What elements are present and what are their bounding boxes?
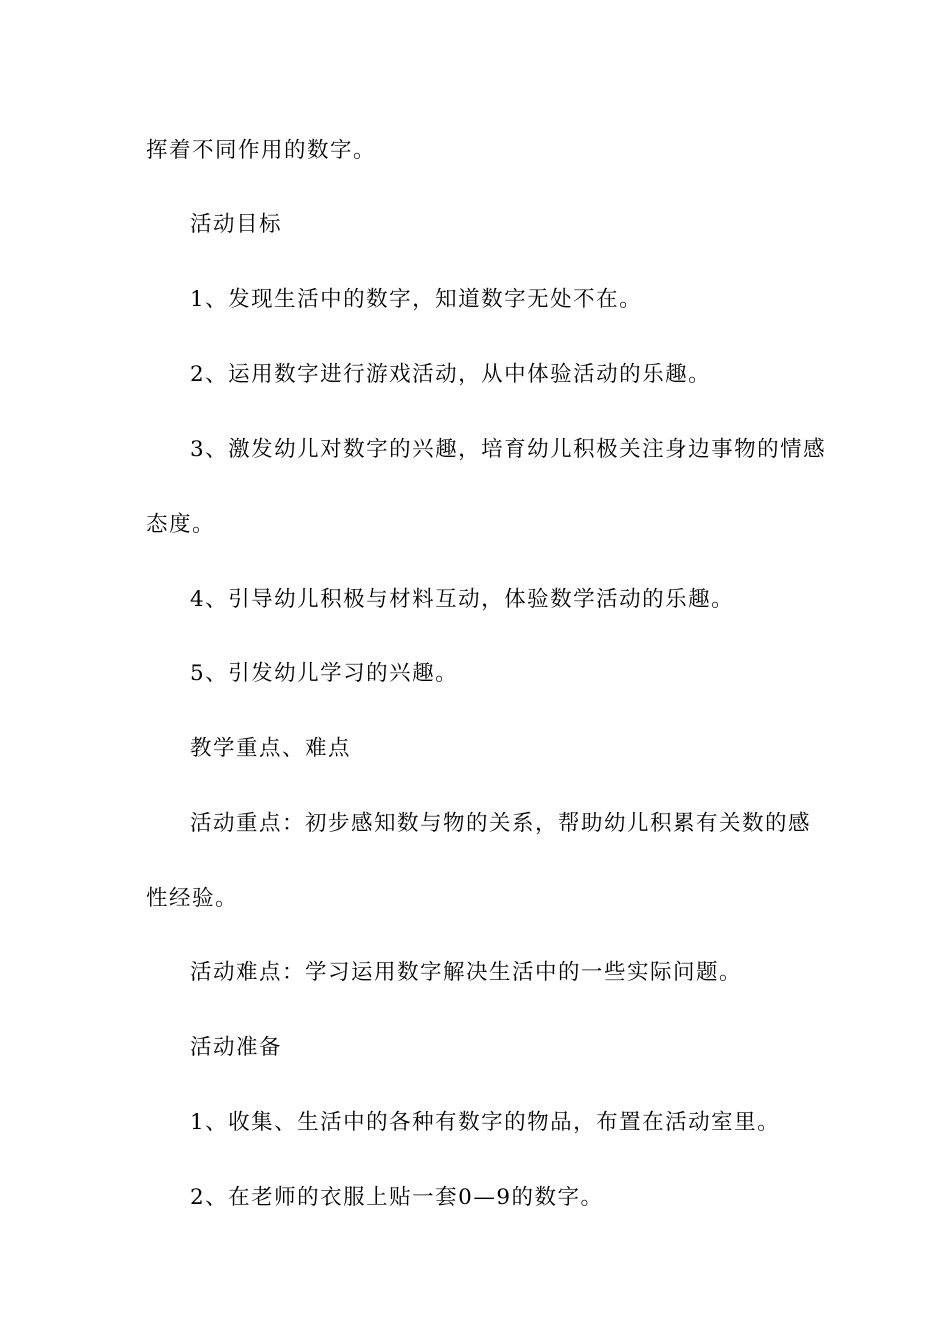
key-point-continuation: 性经验。 <box>146 886 239 911</box>
section-heading-key-points: 教学重点、难点 <box>190 736 352 761</box>
goal-item-3-continuation: 态度。 <box>146 512 216 537</box>
goal-item-1: 1、发现生活中的数字，知道数字无处不在。 <box>190 287 643 312</box>
preparation-item-1: 1、收集、生活中的各种有数字的物品，布置在活动室里。 <box>190 1110 781 1135</box>
goal-item-5: 5、引发幼儿学习的兴趣。 <box>190 661 459 686</box>
paragraph-continuation: 挥着不同作用的数字。 <box>146 138 377 163</box>
key-point: 活动重点：初步感知数与物的关系，帮助幼儿积累有关数的感 <box>190 811 812 836</box>
preparation-item-2: 2、在老师的衣服上贴一套0—9的数字。 <box>190 1185 604 1210</box>
section-heading-preparation: 活动准备 <box>190 1035 283 1060</box>
section-heading-goals: 活动目标 <box>190 212 283 237</box>
difficult-point: 活动难点：学习运用数字解决生活中的一些实际问题。 <box>190 960 743 985</box>
goal-item-3: 3、激发幼儿对数字的兴趣，培育幼儿积极关注身边事物的情感 <box>190 437 827 462</box>
goal-item-2: 2、运用数字进行游戏活动，从中体验活动的乐趣。 <box>190 362 712 387</box>
goal-item-4: 4、引导幼儿积极与材料互动，体验数学活动的乐趣。 <box>190 587 735 612</box>
